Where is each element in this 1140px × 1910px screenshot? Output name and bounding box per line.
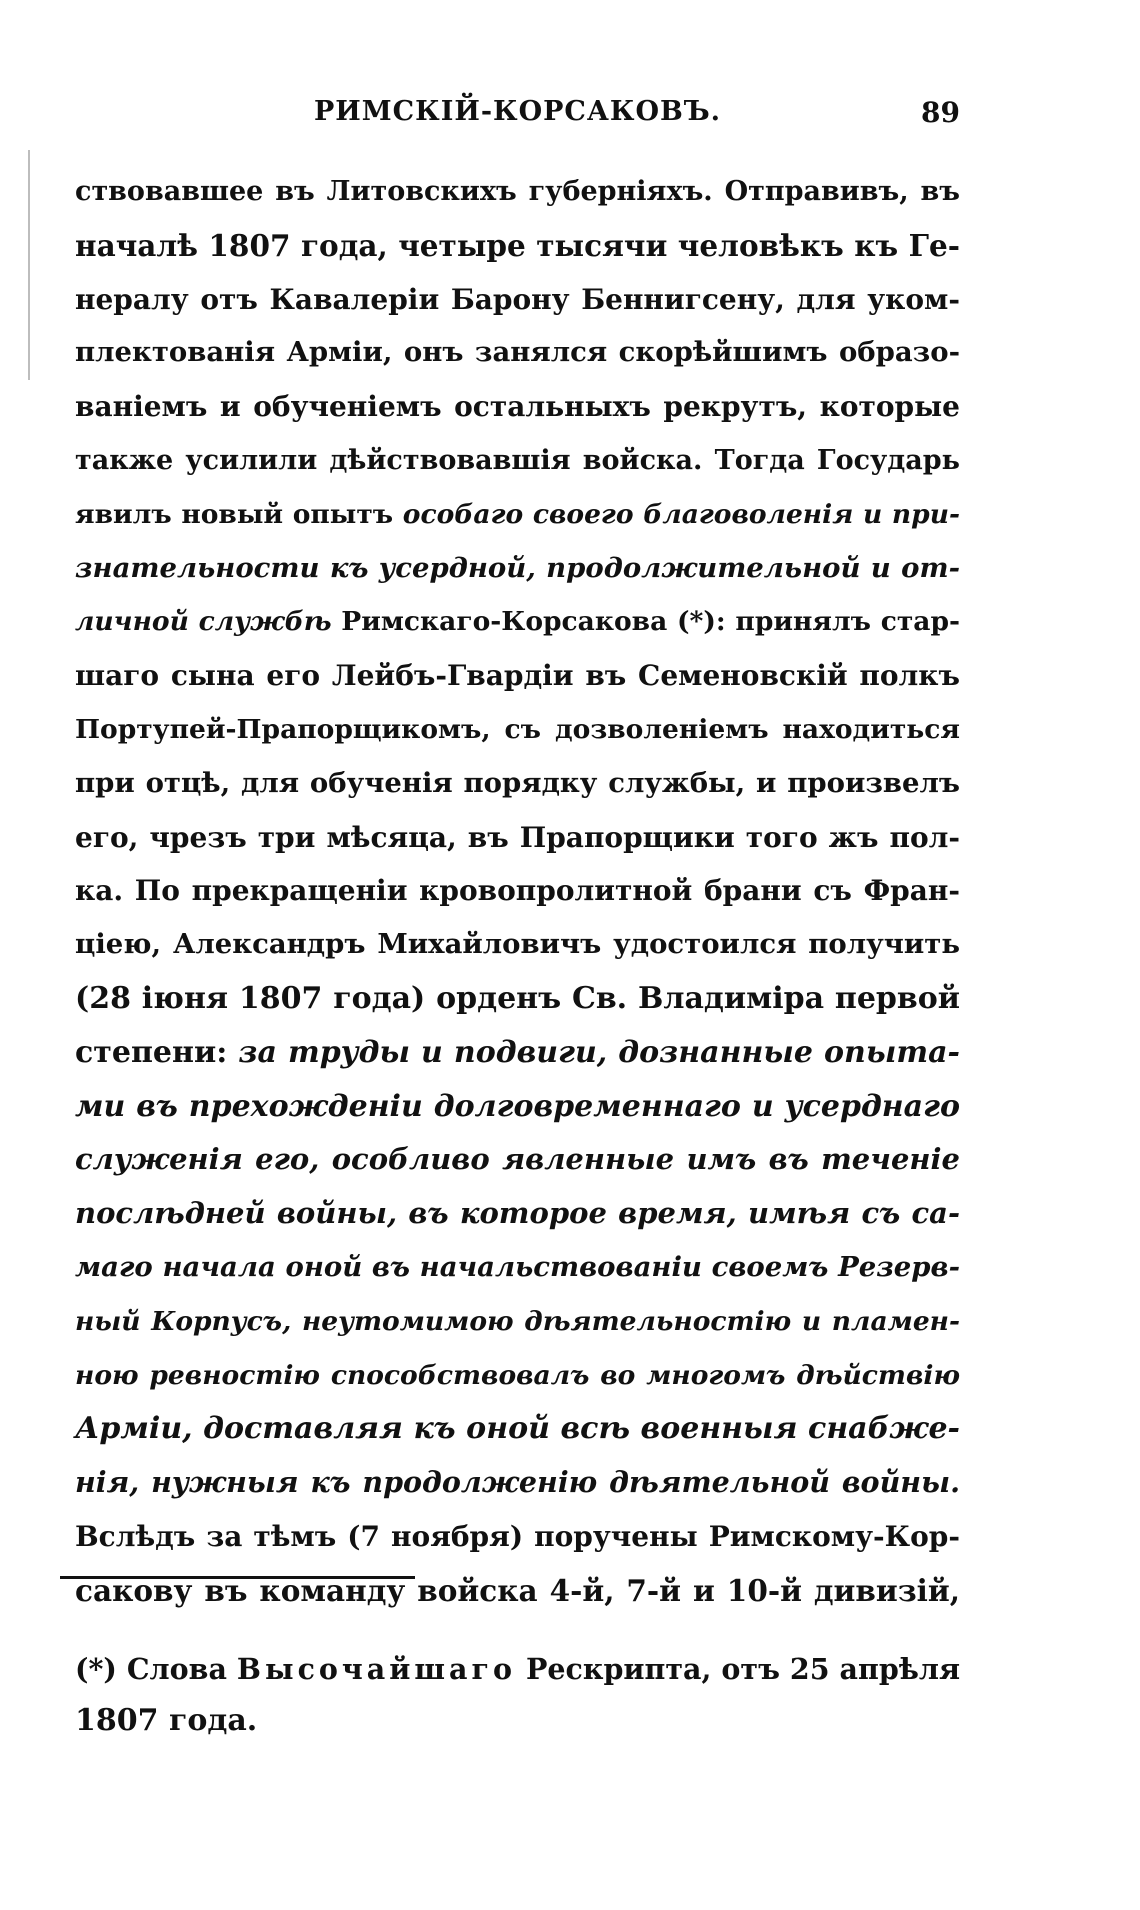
footnote-text: 1807 года. — [75, 1703, 258, 1738]
text-line — [75, 595, 960, 649]
text-run: (28 іюня 1807 года) орденъ Св. Владиміра первой — [75, 980, 960, 1016]
text-run: ствовавшее въ Литовскихъ губерніяхъ. Отправивъ, въ — [75, 176, 960, 207]
text-run: степени: — [75, 1034, 239, 1070]
text-line — [75, 1510, 960, 1564]
text-line — [75, 326, 960, 380]
text-line — [75, 1080, 960, 1134]
page-header-title: РИМСКІЙ-КОРСАКОВЪ. — [313, 96, 722, 127]
italic-text: за труды и подвиги, дознанные опыта- — [238, 1034, 961, 1070]
text-run: нералу отъ Кавалеріи Барону Беннигсену, для уком- — [75, 282, 960, 316]
italic-text: знательности къ усердной, продолжительной и от- — [75, 551, 960, 584]
text-run: его, чрезъ три мѣсяца, въ Прапорщики того жъ пол- — [75, 820, 960, 854]
page-number: 89 — [921, 96, 960, 129]
footnote-divider — [60, 1576, 415, 1579]
italic-text: маго начала оной въ начальствованіи своемъ Резерв- — [75, 1250, 960, 1283]
italic-text: послѣдней войны, въ которое время, имѣя съ са- — [75, 1196, 960, 1231]
text-line — [75, 757, 960, 811]
text-line — [75, 488, 960, 542]
text-line — [75, 972, 960, 1026]
text-run: Портупей-Прапорщикомъ, съ дозволеніемъ находиться — [75, 713, 960, 745]
text-run: плектованія Арміи, онъ занялся скорѣйшимъ образо- — [75, 336, 960, 369]
footnote-text: (*) Слова — [75, 1652, 237, 1686]
footnote-line — [75, 1643, 960, 1695]
text-run: при отцѣ, для обученія порядку службы, и произвелъ — [75, 766, 960, 799]
text-line — [75, 811, 960, 865]
text-run: явилъ новый опытъ — [75, 498, 403, 530]
text-line — [75, 380, 960, 434]
text-line — [75, 864, 960, 918]
text-line — [75, 703, 960, 757]
footnote-text: Рескрипта, отъ 25 апрѣля — [515, 1652, 961, 1686]
text-run: Римскаго-Корсакова (*): принялъ стар- — [331, 606, 960, 638]
text-line — [75, 1402, 960, 1456]
text-run: ваніемъ и обученіемъ остальныхъ рекрутъ, которые — [75, 390, 960, 424]
text-line — [75, 219, 960, 273]
italic-text: Арміи, доставляя къ оной всѣ военныя снабже- — [75, 1411, 960, 1447]
text-run: шаго сына его Лейбъ-Гвардіи въ Семеновскій полкъ — [75, 659, 960, 693]
text-line — [75, 1133, 960, 1187]
text-run: ціею, Александръ Михайловичъ удостоился получить — [75, 928, 960, 961]
text-run: сакову въ команду войска 4-й, 7-й и 10-й дивизій, — [75, 1572, 960, 1608]
running-header — [75, 96, 960, 136]
text-line — [75, 1295, 960, 1349]
text-line — [75, 1026, 960, 1080]
italic-text: ный Корпусъ, неутомимою дѣятельностію и пламен- — [75, 1305, 960, 1337]
footnote — [75, 1643, 960, 1747]
text-line — [75, 918, 960, 972]
italic-text: служенія его, особливо явленные имъ въ теченіе — [75, 1142, 960, 1177]
text-line — [75, 165, 960, 219]
text-run: ка. По прекращеніи кровопролитной брани съ Фран- — [75, 874, 960, 908]
text-line — [75, 1349, 960, 1403]
italic-text: личной службѣ — [75, 606, 332, 638]
footnote-line — [75, 1695, 960, 1747]
text-line — [75, 1456, 960, 1510]
text-line — [75, 649, 960, 703]
italic-text: нія, нужныя къ продолженію дѣятельной войны. — [75, 1465, 960, 1500]
body-text — [75, 165, 960, 1618]
scan-edge-mark — [28, 150, 30, 380]
text-run: также усилили дѣйствовавшія войска. Тогда Государь — [75, 444, 960, 476]
footnote-spaced-text: Высочайшаго — [236, 1652, 516, 1686]
italic-text: особаго своего благоволенія и при- — [402, 498, 960, 530]
text-run: Вслѣдъ за тѣмъ (7 ноября) поручены Римскому-Кор- — [75, 1519, 960, 1553]
italic-text: ною ревностію способствовалъ во многомъ дѣйствію — [75, 1359, 960, 1391]
text-line — [75, 273, 960, 327]
text-line — [75, 434, 960, 488]
text-line — [75, 1564, 960, 1618]
text-line — [75, 1241, 960, 1295]
text-line — [75, 542, 960, 596]
italic-text: ми въ прехожденіи долговременнаго и усерднаго — [75, 1088, 960, 1124]
text-run: началѣ 1807 года, четыре тысячи человѣкъ къ Ге- — [75, 227, 960, 263]
text-line — [75, 1187, 960, 1241]
